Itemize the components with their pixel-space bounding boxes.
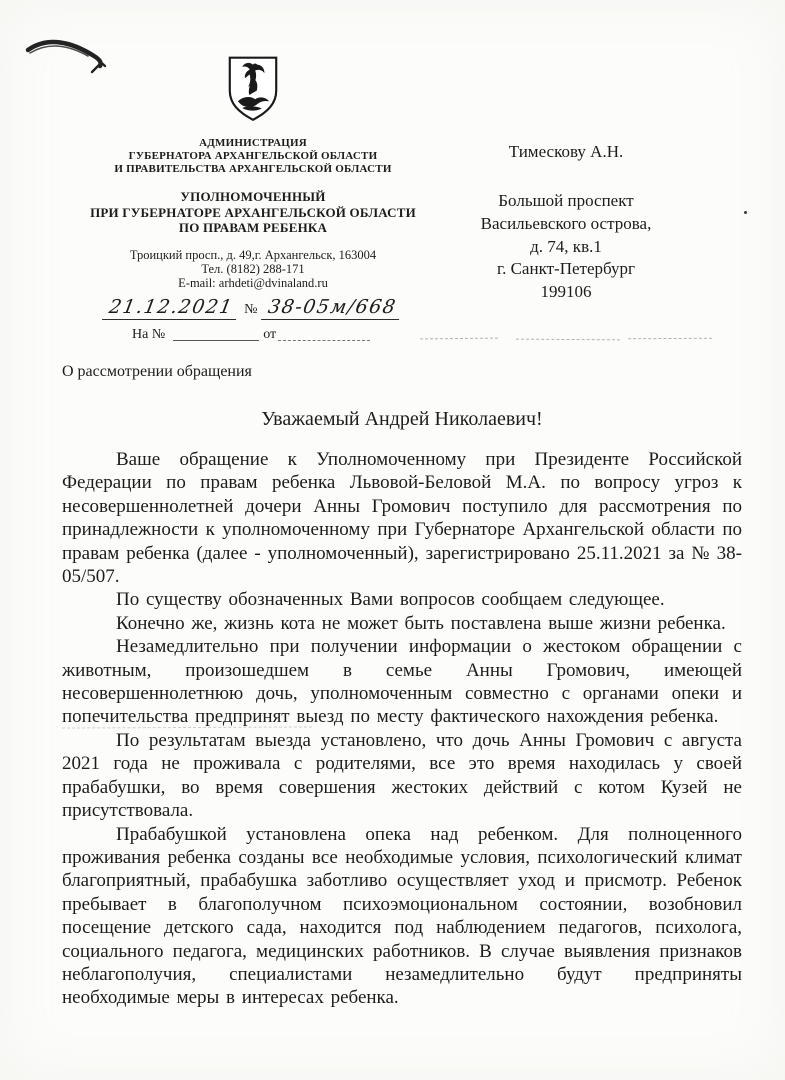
ref-number-blank: [173, 327, 259, 341]
office-title-block: [72, 189, 434, 235]
recipient-address-line: г. Санкт-Петербург: [497, 259, 635, 279]
ref-na-label: На №: [132, 326, 166, 342]
handwritten-date: 21.12.2021: [102, 297, 240, 320]
handwritten-outgoing-number: 38-05м/668: [261, 297, 403, 320]
letterhead: [72, 56, 434, 343]
paragraph: По существу обозначенных Вами вопросов сообщаем следующее.: [116, 589, 665, 611]
subject-line: О рассмотрении обращения: [62, 363, 252, 380]
letter-content: [62, 362, 742, 1010]
ref-ot-label: от: [263, 326, 277, 342]
contact-block: [72, 248, 434, 290]
outgoing-registration-row: [72, 294, 434, 320]
scan-artifact-dashes: [420, 337, 712, 343]
org-line: И ПРАВИТЕЛЬСТВА АРХАНГЕЛЬСКОЙ ОБЛАСТИ: [114, 162, 392, 175]
incoming-reference-row: [72, 327, 434, 343]
paragraph: По результатам выезда установлено, что дочь Анны Громович с августа 2021 года не проживала с родителями, все это время находилась у своей прабабушки, во время совершения жестоких действий с котом Кузей не присутствовала.: [62, 729, 742, 822]
recipient-address-line: д. 74, кв.1: [530, 236, 602, 256]
org-line: АДМИНИСТРАЦИЯ: [199, 137, 307, 149]
paragraph: Конечно же, жизнь кота не может быть поставлена выше жизни ребенка.: [116, 612, 726, 634]
recipient-name: Тимескову А.Н.: [508, 142, 624, 161]
salutation: Уважаемый Андрей Николаевич!: [261, 408, 543, 430]
postal-address: Троицкий просп., д. 49,г. Архангельск, 163004: [129, 247, 377, 262]
office-line: ПРИ ГУБЕРНАТОРЕ АРХАНГЕЛЬСКОЙ ОБЛАСТИ: [90, 204, 416, 220]
ref-date-blank: [278, 327, 370, 341]
org-line: ГУБЕРНАТОРА АРХАНГЕЛЬСКОЙ ОБЛАСТИ: [128, 149, 378, 162]
recipient-address: [440, 190, 692, 304]
paragraph: Незамедлительно при получении информации о жестоком обращении с животным, произошедшем в семье Анны Громович, имеющей несовершеннолетнюю дочь, уполномоченным совместно с органами опеки и попечительства предпринят выезд по месту фактического нахождения ребенка.: [62, 636, 742, 728]
recipient-address-line: Васильевского острова,: [480, 213, 652, 233]
email-address: E-mail: arhdeti@dvinaland.ru: [178, 275, 328, 290]
paragraph: Прабабушкой установлена опека над ребенком. Для полноценного проживания ребенка созданы все необходимые условия, психологический климат благоприятный, прабабушка заботливо осуществляет уход и присмотр. Ребенок пребывает в благополучном психоэмоциональном состоянии, возобновил посещение детского сада, находится под наблюдением педагогов, психолога, социального педагога, медицинских работников. В случае выявления признаков неблагополучия, специалистами незамедлительно будут предприняты необходимые меры в интересах ребенка.: [62, 823, 742, 1009]
recipient-block: [440, 142, 692, 304]
paragraph: Ваше обращение к Уполномоченному при Президенте Российской Федерации по правам ребенка Львовой-Беловой М.А. по вопросу угроз к несовершеннолетней дочери Анны Громович поступило для рассмотрения по принадлежности к уполномоченному при Губернаторе Архангельской области по правам ребенка (далее - уполномоченный), зарегистрировано 25.11.2021 за № 38-05/507.: [62, 449, 742, 588]
recipient-address-line: Большой проспект: [498, 191, 634, 210]
phone-number: Тел. (8182) 288-171: [201, 261, 305, 276]
scan-speck: [744, 211, 747, 214]
body-text: [62, 448, 742, 1010]
number-sign: №: [244, 301, 258, 317]
office-line: ПО ПРАВАМ РЕБЕНКА: [178, 220, 328, 236]
org-name-block: [72, 137, 434, 175]
office-line: УПОЛНОМОЧЕННЫЙ: [180, 189, 326, 205]
coat-of-arms-icon: [226, 56, 280, 122]
recipient-address-line: 199106: [540, 282, 592, 302]
